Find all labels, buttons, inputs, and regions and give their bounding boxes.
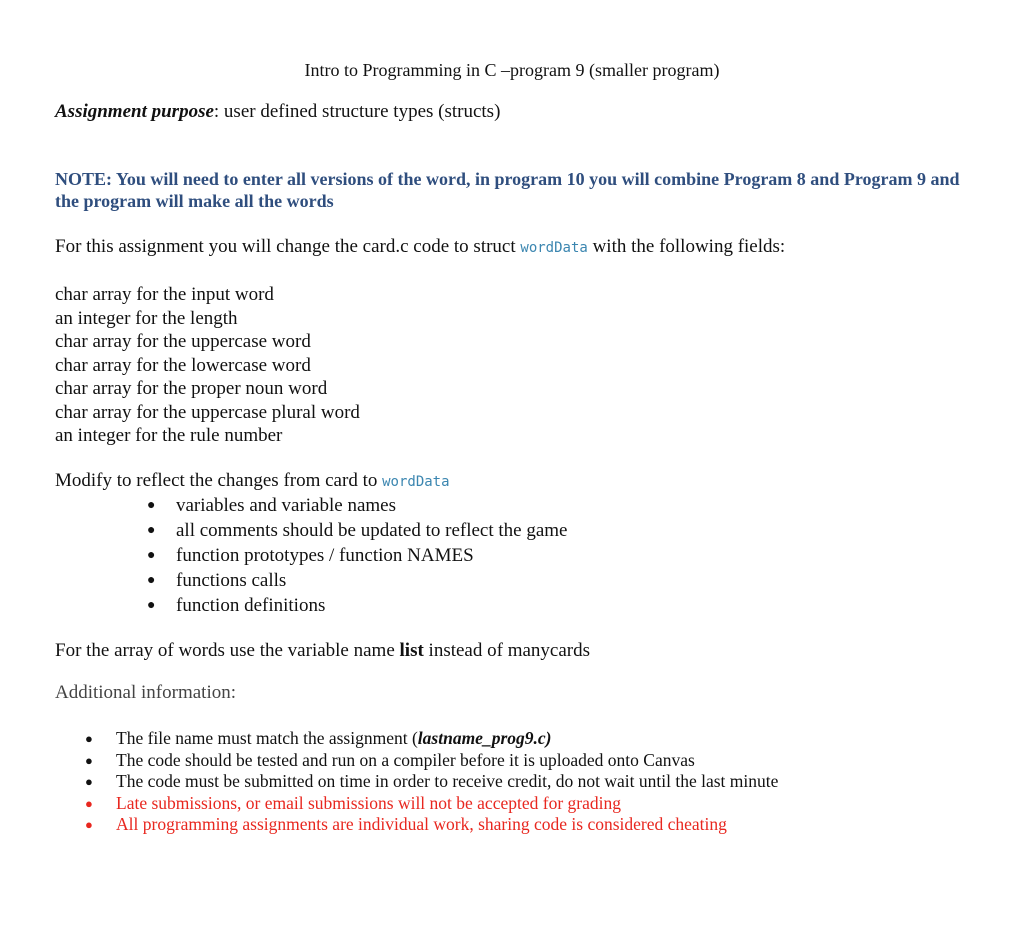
list-item: char array for the uppercase plural word bbox=[55, 401, 360, 423]
list-item bbox=[147, 518, 568, 543]
modify-text: Modify to reflect the changes from card to bbox=[55, 470, 383, 491]
additional-info-list bbox=[85, 728, 779, 836]
list-item bbox=[85, 728, 778, 750]
bullet-icon: ● bbox=[85, 752, 93, 768]
intro-text-end: with the following fields: bbox=[587, 236, 786, 257]
list-item bbox=[147, 568, 568, 593]
bullet-icon: ● bbox=[147, 548, 156, 563]
list-item bbox=[85, 749, 778, 772]
bullet-icon: ● bbox=[147, 523, 156, 538]
note-paragraph: NOTE: You will need to enter all versions of the word, in program 10 you will combine Program 8 and Program 9 and the program will make all the words bbox=[55, 169, 960, 211]
assignment-purpose bbox=[55, 101, 500, 123]
bullet-icon: ● bbox=[85, 817, 93, 832]
list-item-text: The file name must match the assignment ( bbox=[116, 728, 418, 748]
list-item bbox=[147, 543, 568, 568]
intro-text: For this assignment you will change the card.c code to struct bbox=[55, 236, 521, 257]
file-name: lastname_prog9.c) bbox=[417, 728, 552, 748]
purpose-text: : user defined structure types (structs) bbox=[213, 101, 501, 122]
list-item: char array for the lowercase word bbox=[55, 354, 311, 376]
list-item bbox=[85, 771, 779, 793]
list-item-text: variables and variable names bbox=[176, 495, 396, 516]
list-item: an integer for the length bbox=[55, 307, 238, 329]
list-item: an integer for the rule number bbox=[55, 425, 283, 446]
bullet-icon: ● bbox=[147, 498, 156, 513]
array-note-paragraph bbox=[55, 640, 590, 662]
list-item-text: All programming assignments are individual work, sharing code is considered cheating bbox=[116, 814, 727, 834]
list-item-text: The code should be tested and run on a compiler before it is uploaded onto Canvas bbox=[116, 749, 695, 770]
modify-paragraph bbox=[55, 470, 450, 492]
list-item: char array for the input word bbox=[55, 284, 274, 305]
list-item bbox=[85, 814, 778, 836]
list-item bbox=[85, 792, 778, 815]
bullet-icon: ● bbox=[147, 573, 156, 588]
list-item-text: functions calls bbox=[176, 570, 287, 591]
modify-bullet-list bbox=[147, 493, 568, 618]
struct-fields-list bbox=[55, 283, 360, 448]
list-item: char array for the proper noun word bbox=[55, 378, 328, 399]
array-note-text: For the array of words use the variable name bbox=[55, 640, 400, 661]
bullet-icon: ● bbox=[85, 731, 93, 746]
variable-name-list: list bbox=[399, 640, 424, 661]
list-item bbox=[147, 593, 568, 618]
list-item bbox=[147, 493, 568, 518]
list-item: char array for the uppercase word bbox=[55, 331, 311, 352]
bullet-icon: ● bbox=[147, 598, 156, 613]
struct-name-code: wordData bbox=[382, 474, 450, 490]
struct-name-code: wordData bbox=[520, 240, 588, 256]
bullet-icon: ● bbox=[85, 795, 93, 811]
additional-info-heading: Additional information: bbox=[55, 682, 237, 703]
page-title: Intro to Programming in C –program 9 (smaller program) bbox=[304, 60, 720, 80]
list-item-text: Late submissions, or email submissions will not be accepted for grading bbox=[116, 792, 621, 813]
bullet-icon: ● bbox=[85, 774, 93, 789]
list-item-text: function definitions bbox=[176, 595, 326, 616]
array-note-text-end: instead of manycards bbox=[423, 640, 590, 661]
intro-paragraph bbox=[55, 236, 785, 258]
list-item-text: all comments should be updated to reflect the game bbox=[176, 520, 568, 541]
list-item-text: function prototypes / function NAMES bbox=[176, 545, 474, 566]
purpose-label: Assignment purpose bbox=[55, 101, 214, 122]
list-item-text: The code must be submitted on time in order to receive credit, do not wait until the last minute bbox=[116, 771, 779, 791]
